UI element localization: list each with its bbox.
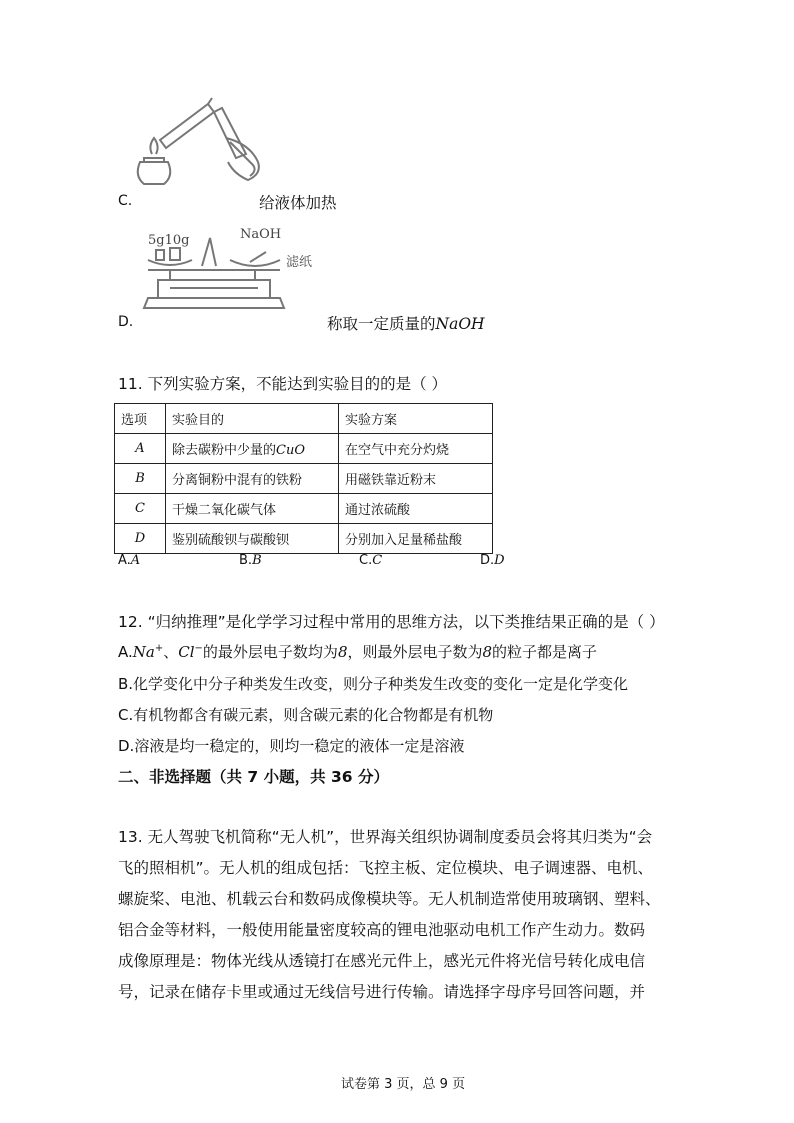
q11-answer-d[interactable] <box>480 553 505 568</box>
section-title: 二、非选择题（共 7 小题，共 36 分） <box>118 768 389 786</box>
number: 8 <box>482 643 493 661</box>
naoh-figure-label: NaOH <box>240 227 282 242</box>
q11-options-table <box>114 403 493 554</box>
answer-label: A. <box>118 553 131 568</box>
option-d-caption <box>327 312 485 334</box>
row-plan: 用磁铁靠近粉末 <box>339 464 493 494</box>
q11-answer-a[interactable] <box>118 553 140 568</box>
na-charge: + <box>154 643 164 654</box>
q11-answer-b[interactable] <box>239 553 262 568</box>
row-purpose <box>166 434 339 464</box>
cuo-formula: CuO <box>276 443 305 458</box>
row-plan: 分别加入足量稀盐酸 <box>339 524 493 554</box>
q13-line: 13. 无人驾驶飞机简称“无人机”，世界海关组织协调制度委员会将其归类为“会 <box>118 828 653 846</box>
q11-answer-c[interactable] <box>359 553 382 568</box>
page-footer: 试卷第 3 页，总 9 页 <box>341 1077 466 1092</box>
q12-option-d[interactable]: D.溶液是均一稳定的，则均一稳定的液体一定是溶液 <box>118 737 465 755</box>
cl-charge: − <box>194 643 203 654</box>
row-purpose-text: 除去碳粉中少量的 <box>172 443 277 458</box>
number: 8 <box>337 643 348 661</box>
row-option: B <box>115 464 166 494</box>
answer-label: C. <box>359 553 373 568</box>
row-purpose: 分离铜粉中混有的铁粉 <box>166 464 339 494</box>
row-option: A <box>115 434 166 464</box>
table-row <box>115 494 493 524</box>
option-label: A. <box>118 643 133 661</box>
option-text: 的最外层电子数均为 <box>202 643 338 661</box>
header-cell-purpose: 实验目的 <box>166 404 339 434</box>
option-text: 的粒子都是离子 <box>492 643 598 661</box>
answer-value: D <box>494 553 505 568</box>
q12-option-a[interactable] <box>118 641 597 662</box>
answer-value: A <box>130 553 141 568</box>
q11-stem: 11. 下列实验方案，不能达到实验目的的是（ ） <box>118 375 448 393</box>
q13-line: 螺旋桨、电池、机载云台和数码成像模块等。无人机制造常使用玻璃钢、塑料、 <box>118 890 661 908</box>
q12-stem: 12. “归纳推理”是化学学习过程中常用的思维方法，以下类推结果正确的是（ ） <box>118 613 665 631</box>
answer-label: D. <box>480 553 495 568</box>
balance-illustration <box>140 222 330 326</box>
answer-value: C <box>372 553 383 568</box>
table-header-row <box>115 404 493 434</box>
cl-ion: Cl <box>178 643 195 661</box>
row-option: C <box>115 494 166 524</box>
row-plan: 通过浓硫酸 <box>339 494 493 524</box>
separator: 、 <box>163 643 179 661</box>
option-d-label: D. <box>118 314 134 330</box>
row-purpose: 鉴别硫酸钡与碳酸钡 <box>166 524 339 554</box>
answer-label: B. <box>239 553 253 568</box>
q13-line: 铝合金等材料，一般使用能量密度较高的锂电池驱动电机工作产生动力。数码 <box>118 921 646 939</box>
row-plan: 在空气中充分灼烧 <box>339 434 493 464</box>
q13-line: 号，记录在储存卡里或通过无线信号进行传输。请选择字母序号回答问题，并 <box>118 983 646 1001</box>
option-c-caption: 给液体加热 <box>259 194 337 212</box>
row-option: D <box>115 524 166 554</box>
option-text: ，则最外层电子数为 <box>347 643 483 661</box>
header-cell-plan: 实验方案 <box>339 404 493 434</box>
filter-paper-label: 滤纸 <box>286 255 313 270</box>
table-row <box>115 524 493 554</box>
naoh-formula: NaOH <box>435 315 485 333</box>
table-row <box>115 464 493 494</box>
header-cell-option: 选项 <box>115 404 166 434</box>
row-purpose: 干燥二氧化碳气体 <box>166 494 339 524</box>
weights-label: 5g10g <box>148 233 190 248</box>
na-ion: Na <box>132 643 155 661</box>
table-row <box>115 434 493 464</box>
q13-line: 成像原理是：物体光线从透镜打在感光元件上，感光元件将光信号转化成电信 <box>118 952 646 970</box>
option-c-label: C. <box>118 193 133 209</box>
heating-apparatus-illustration <box>130 92 270 192</box>
figure-heating-liquid <box>130 92 270 192</box>
q13-paragraph <box>118 822 698 1008</box>
q12-option-b[interactable]: B.化学变化中分子种类发生改变，则分子种类发生改变的变化一定是化学变化 <box>118 675 629 693</box>
answer-value: B <box>252 553 262 568</box>
option-d-caption-text: 称取一定质量的 <box>327 315 436 333</box>
q13-line: 飞的照相机”。无人机的组成包括：飞控主板、定位模块、电子调速器、电机、 <box>118 859 654 877</box>
figure-balance <box>140 222 330 326</box>
q12-option-c[interactable]: C.有机物都含有碳元素，则含碳元素的化合物都是有机物 <box>118 706 494 724</box>
